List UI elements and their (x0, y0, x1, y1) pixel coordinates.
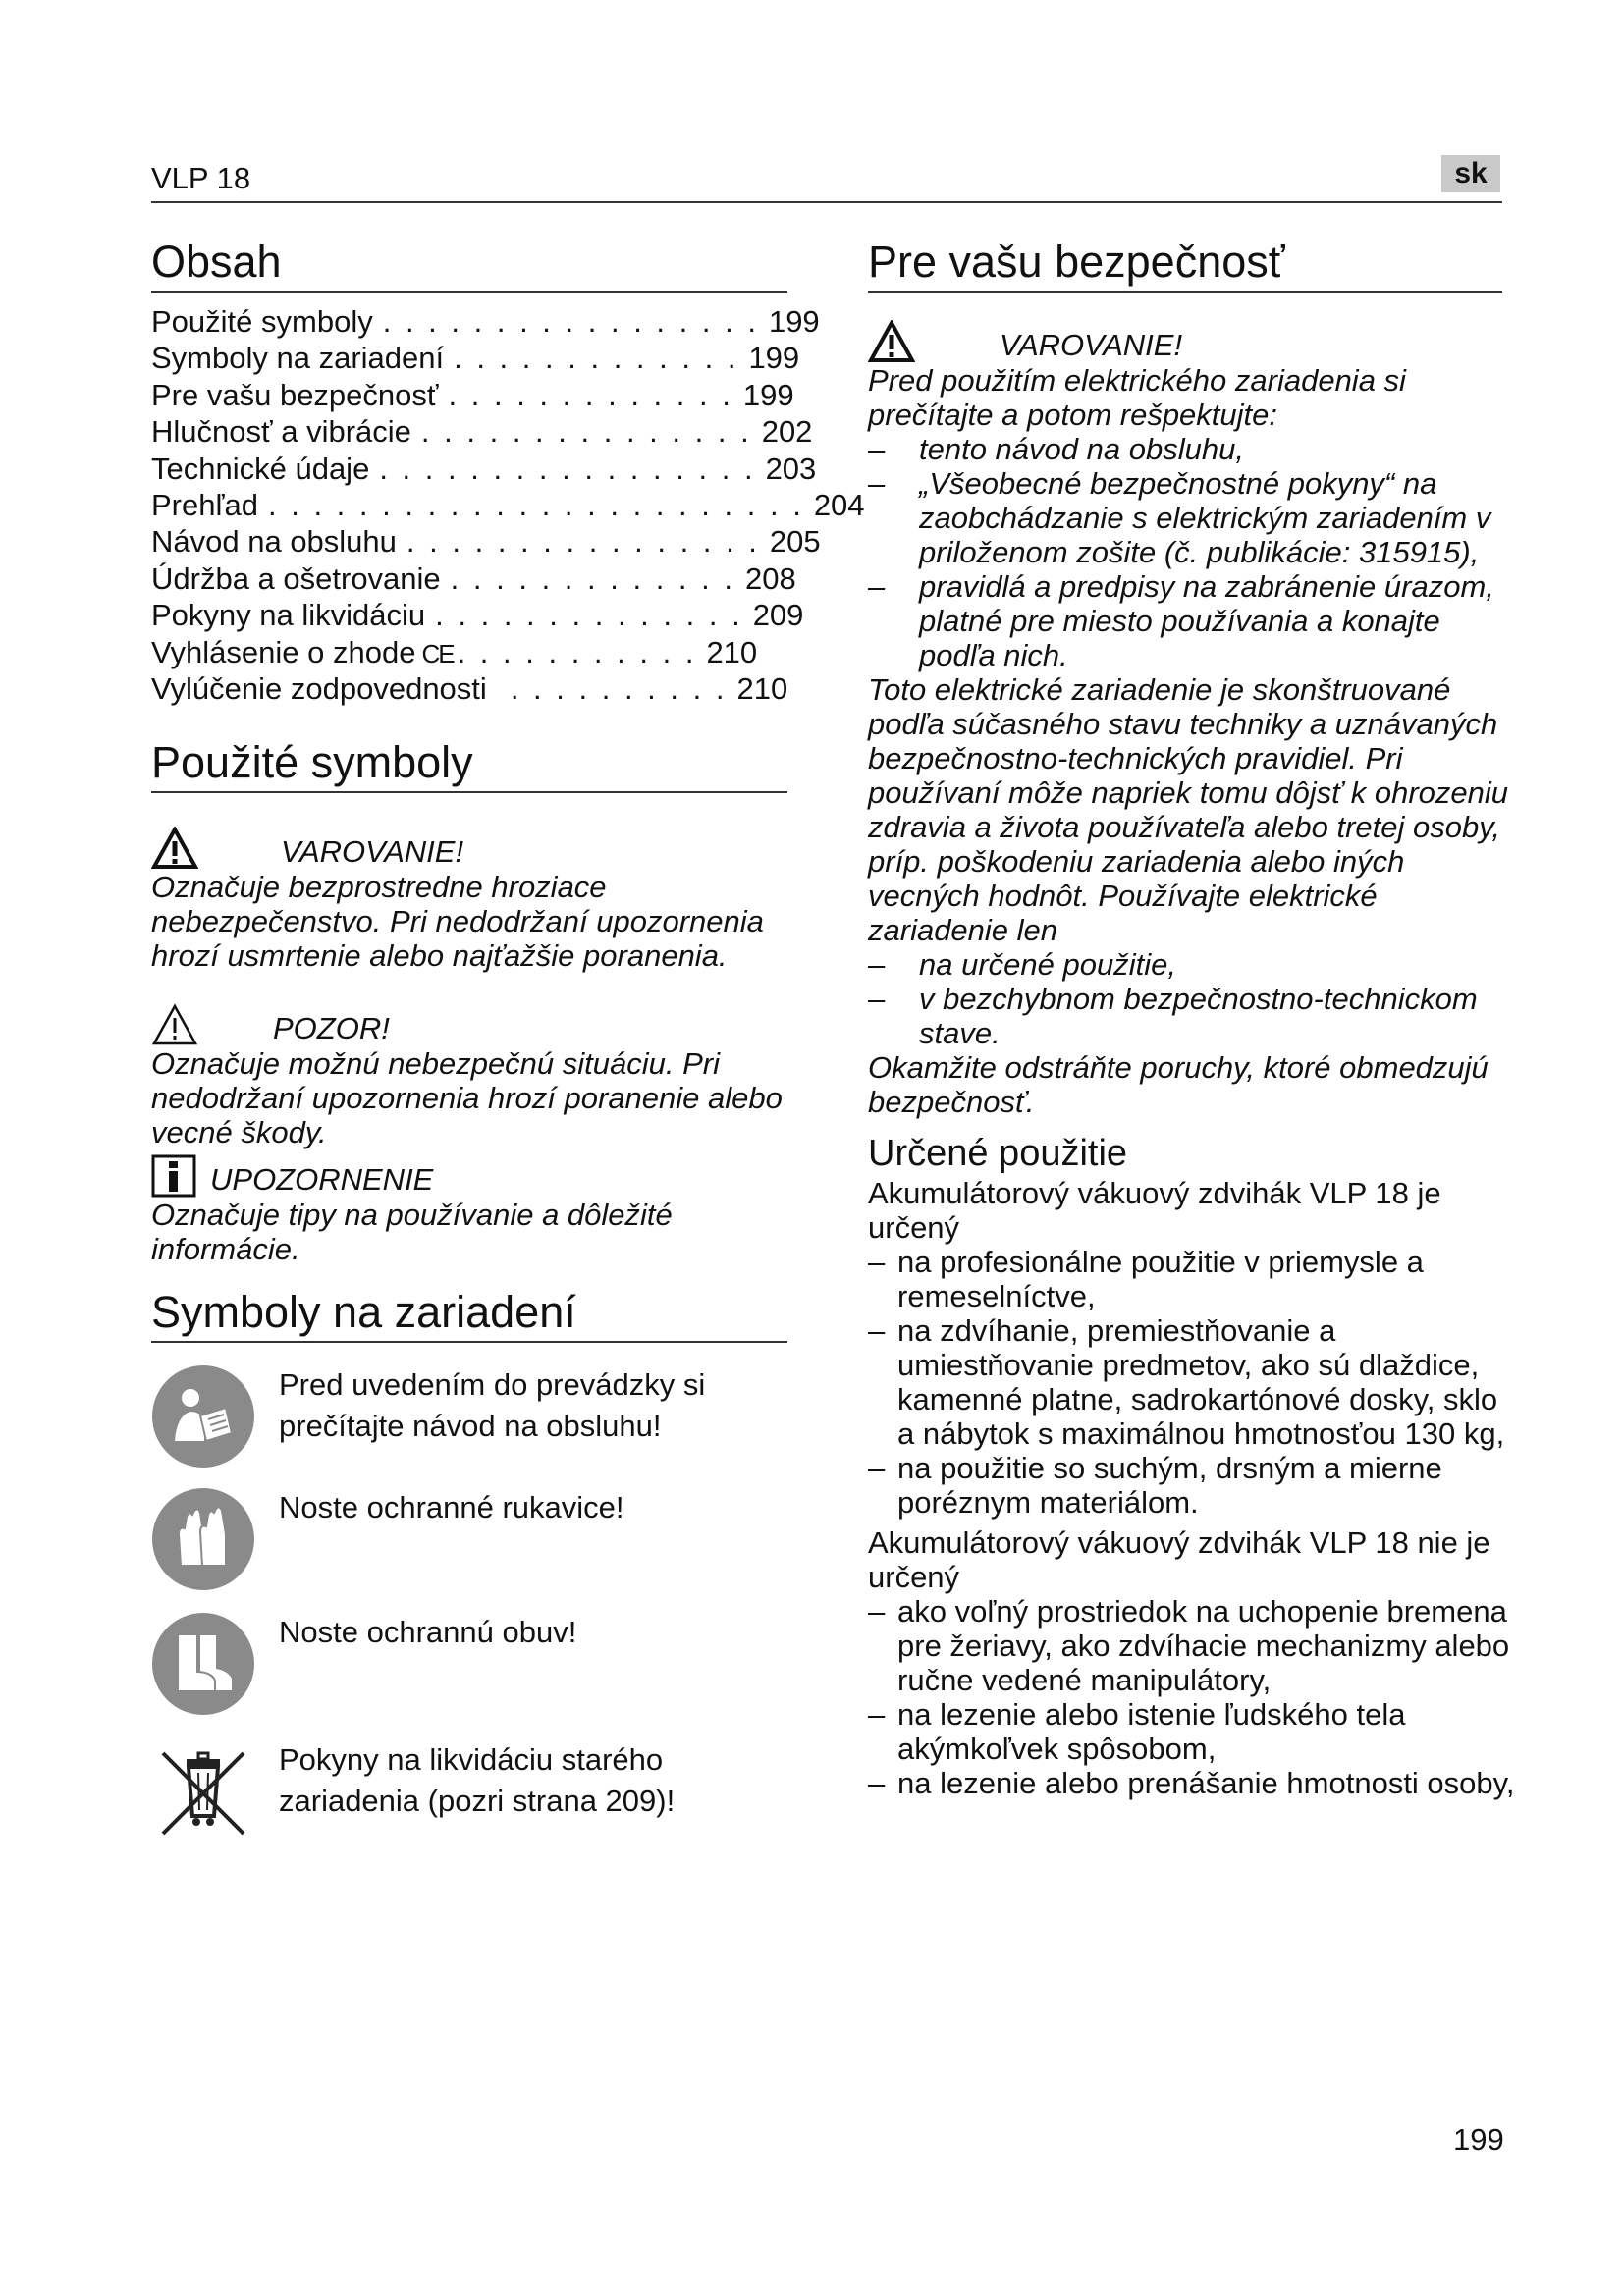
symbol-text: Pred uvedením do prevádzky si prečítajte návod na obsluhu! (279, 1367, 706, 1443)
toc-leader: . . . . . . . . . . . . . . . . . . . . . . . . (268, 487, 804, 522)
toc-entry[interactable] (151, 524, 821, 561)
toc-leader: . . . . . . . . . . . (457, 634, 697, 669)
list-item-text: ako voľný prostriedok na uchopenie bremena pre žeriavy, ako zdvíhacie mechanizmy alebo ručne vedené manipulátory, (897, 1594, 1510, 1697)
toc-entry[interactable] (151, 378, 799, 414)
toc-page: 210 (706, 634, 758, 669)
intended-use-intro: Akumulátorový vákuový zdvihák VLP 18 je určený (868, 1176, 1441, 1245)
list-item-text: pravidlá a predpisy na zabránenie úrazom, platné pre miesto používania a konajte podľa nich. (919, 569, 1494, 672)
symbols-heading: Použité symboly (151, 737, 473, 787)
list-item: – „Všeobecné bezpečnostné pokyny“ na zaobchádzanie s elektrickým zariadením v priloženom zošite (č. publikácie: 315915), (868, 466, 1491, 569)
toc-entry[interactable] (151, 671, 799, 708)
caution-triangle-icon (151, 1003, 198, 1046)
toc-page: 204 (813, 487, 865, 522)
toc-entry[interactable] (151, 341, 799, 377)
symbol-gloves (151, 1487, 789, 1591)
caution-text: Označuje možnú nebezpečnú situáciu. Pri nedodržaní upozornenia hrozí poranenie alebo vecné škody. (151, 1046, 783, 1149)
toc-entry[interactable] (151, 561, 799, 598)
notice-block (151, 1152, 799, 1266)
toc-entry[interactable] (151, 451, 817, 488)
toc-label: Symboly na zariadení (151, 341, 445, 376)
list-item: – na lezenie alebo istenie ľudského tela akýmkoľvek spôsobom, (868, 1697, 1406, 1766)
toc-label: Prehľad (151, 487, 258, 522)
symbol-read-manual (151, 1364, 789, 1468)
crossed-bin-icon (151, 1739, 255, 1843)
document-title: VLP 18 (151, 161, 251, 195)
symbol-boots (151, 1612, 789, 1716)
warning-text: Označuje bezprostredne hroziace nebezpečenstvo. Pri nedodržaní upozornenia hrozí usmrtenie alebo najťažšie poranenia. (151, 870, 764, 973)
toc-label: Použité symboly (151, 304, 373, 339)
list-item: – na určené použitie, (868, 947, 1176, 982)
safety-heading: Pre vašu bezpečnosť (868, 237, 1285, 287)
list-item-text: na lezenie alebo prenášanie hmotnosti osoby, (897, 1766, 1515, 1800)
header-divider (151, 201, 1502, 203)
list-item-text: na určené použitie, (919, 947, 1176, 982)
info-icon (151, 1154, 196, 1198)
warning-title: VAROVANIE! (281, 834, 464, 869)
list-item-text: na lezenie alebo istenie ľudského tela akýmkoľvek spôsobom, (897, 1697, 1406, 1766)
toc-leader: . . . . . . . . . . . . . . . (420, 414, 752, 450)
table-of-contents (151, 304, 865, 708)
toc-page: 199 (748, 341, 800, 376)
toc-label: Vylúčenie zodpovednosti (151, 670, 487, 706)
safety-closing: Okamžite odstráňte poruchy, ktoré obmedzujú bezpečnosť. (868, 1050, 1489, 1119)
list-item-text: „Všeobecné bezpečnostné pokyny“ na zaobchádzanie s elektrickým zariadením v priloženom zošite (č. publikácie: 315915), (919, 466, 1491, 569)
warning-triangle-icon (868, 320, 915, 363)
toc-leader: . . . . . . . . . . . . . . . . (406, 524, 760, 560)
caution-title: POZOR! (273, 1011, 390, 1045)
list-item: – pravidlá a predpisy na zabránenie úrazom, platné pre miesto používania a konajte podľa nich. (868, 569, 1494, 672)
toc-heading-rule (151, 291, 787, 293)
list-item: – tento návod na obsluhu, (868, 432, 1244, 466)
device-symbols-heading: Symboly na zariadení (151, 1287, 576, 1337)
toc-label: Pokyny na likvidáciu (151, 598, 426, 633)
safety-intro: Pred použitím elektrického zariadenia si prečítajte a potom rešpektujte: (868, 363, 1406, 432)
toc-page: 205 (769, 524, 821, 560)
toc-label: Pre vašu bezpečnosť (151, 377, 439, 412)
intended-use-heading: Určené použitie (868, 1133, 1128, 1174)
safety-paragraph: Toto elektrické zariadenie je skonštruované podľa súčasného stavu techniky a uznávaných bezpečnostno-technických pravidiel. Pri používaní môže napriek tomu dôjsť k ohrozeniu zdravia a života používateľa alebo tretej osoby, príp. poškodeniu zariadenia alebo iných vecných hodnôt. Používajte elektrické zariadenie len (868, 672, 1508, 947)
ce-mark: CE (421, 638, 454, 668)
safety-list-1 (868, 432, 1516, 672)
list-item: – na zdvíhanie, premiestňovanie a umiestňovanie predmetov, ako sú dlaždice, kamenné platne, sadrokartónové dosky, sklo a nábytok s maximálnou hmotnosťou 130 kg, (868, 1313, 1505, 1451)
toc-leader: . . . . . . . . . . . . . . . . . (382, 304, 759, 339)
toc-page: 199 (742, 377, 794, 412)
list-item: – ako voľný prostriedok na uchopenie bremena pre žeriavy, ako zdvíhacie mechanizmy alebo ručne vedené manipulátory, (868, 1594, 1510, 1697)
list-item-text: na použitie so suchým, drsným a mierne poréznym materiálom. (897, 1451, 1442, 1520)
list-item: – na použitie so suchým, drsným a mierne poréznym materiálom. (868, 1451, 1442, 1520)
read-manual-icon (151, 1364, 255, 1468)
notice-text: Označuje tipy na používanie a dôležité informácie. (151, 1198, 673, 1266)
list-item-text: tento návod na obsluhu, (919, 432, 1244, 466)
safety-list-2 (868, 947, 1516, 1050)
safety-boots-icon (151, 1612, 255, 1716)
toc-label: Technické údaje (151, 451, 370, 486)
toc-label: Údržba a ošetrovanie (151, 561, 441, 596)
warning-triangle-icon (151, 827, 198, 870)
symbol-text: Noste ochrannú obuv! (279, 1615, 577, 1649)
toc-leader: . . . . . . . . . . . . . (454, 341, 739, 376)
page-number: 199 (1453, 2122, 1504, 2157)
toc-entry[interactable] (151, 635, 799, 671)
protective-gloves-icon (151, 1487, 255, 1591)
intended-use-list (868, 1245, 1516, 1520)
toc-page: 208 (745, 561, 796, 596)
safety-warning-title: VAROVANIE! (1000, 328, 1183, 362)
safety-heading-rule (868, 291, 1502, 293)
device-symbols-heading-rule (151, 1341, 787, 1343)
symbols-heading-rule (151, 791, 787, 793)
list-item: – na profesionálne použitie v priemysle a remeselníctve, (868, 1245, 1424, 1313)
list-item-text: na zdvíhanie, premiestňovanie a umiestňovanie predmetov, ako sú dlaždice, kamenné platne, sadrokartónové dosky, sklo a nábytok s maximálnou hmotnosťou 130 kg, (897, 1313, 1505, 1451)
toc-page: 209 (752, 598, 804, 633)
toc-leader: . . . . . . . . . . (510, 670, 728, 706)
list-item-text: v bezchybnom bezpečnostno-technickom stave. (919, 982, 1478, 1050)
toc-page: 203 (765, 451, 817, 486)
toc-page: 210 (736, 670, 788, 706)
toc-heading: Obsah (151, 237, 282, 287)
notice-title: UPOZORNENIE (210, 1162, 434, 1197)
symbol-text: Pokyny na likvidáciu starého zariadenia (pozri strana 209)! (279, 1742, 676, 1818)
toc-leader: . . . . . . . . . . . . . . . . . (379, 451, 756, 486)
not-intended-list (868, 1594, 1516, 1800)
toc-label: Návod na obsluhu (151, 524, 397, 560)
not-intended-intro: Akumulátorový vákuový zdvihák VLP 18 nie je určený (868, 1525, 1490, 1594)
toc-entry[interactable] (151, 487, 865, 524)
toc-leader: . . . . . . . . . . . . . . (435, 598, 743, 633)
toc-entry[interactable] (151, 304, 820, 341)
toc-entry[interactable] (151, 414, 813, 451)
list-item: – na lezenie alebo prenášanie hmotnosti osoby, (868, 1766, 1515, 1800)
symbol-disposal (151, 1739, 789, 1843)
toc-leader: . . . . . . . . . . . . . (450, 561, 735, 596)
list-item: – v bezchybnom bezpečnostno-technickom stave. (868, 982, 1478, 1050)
toc-page: 199 (768, 304, 820, 339)
symbol-text: Noste ochranné rukavice! (279, 1490, 624, 1524)
toc-label: Hlučnosť a vibrácie (151, 414, 411, 450)
language-badge: sk (1441, 155, 1500, 192)
safety-section (868, 316, 1516, 1800)
list-item-text: na profesionálne použitie v priemysle a remeselníctve, (897, 1245, 1424, 1313)
warning-block (151, 821, 799, 973)
caution-block (151, 997, 799, 1149)
toc-page: 202 (761, 414, 813, 450)
toc-label: Vyhlásenie o zhode (151, 634, 416, 669)
toc-entry[interactable] (151, 598, 804, 634)
toc-leader: . . . . . . . . . . . . . (448, 377, 733, 412)
